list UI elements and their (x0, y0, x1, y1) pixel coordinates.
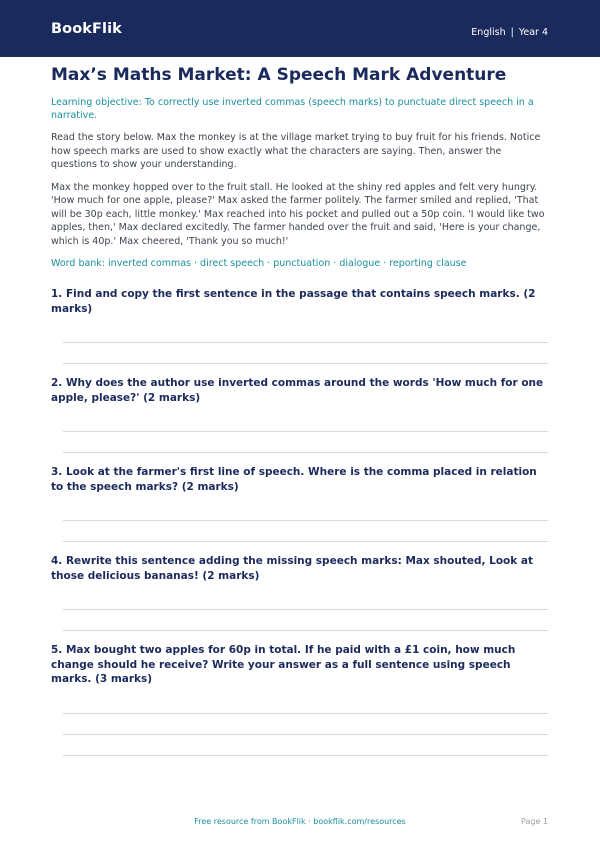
question-4: 4. Rewrite this sentence adding the missing speech marks: Max shouted, Look at those delicious bananas! (2 marks) (51, 555, 534, 582)
answer-line[interactable] (63, 342, 548, 343)
footer-link[interactable]: Free resource from BookFlik · bookflik.com/resources (194, 817, 406, 826)
question-2: 2. Why does the author use inverted commas around the words 'How much for one apple, please?' (2 marks) (51, 377, 544, 404)
intro-paragraph: Read the story below. Max the monkey is at the village market trying to buy fruit for his friends. Notice how speech marks are used to show exactly what the characters are saying. Then, answer the questions to show your understanding. (51, 132, 541, 170)
answer-line[interactable] (63, 541, 548, 542)
answer-line[interactable] (63, 363, 548, 364)
worksheet-content (51, 63, 548, 756)
answer-line[interactable] (63, 630, 548, 631)
story-passage: Max the monkey hopped over to the fruit stall. He looked at the shiny red apples and felt very hungry. 'How much for one apple, please?' Max asked the farmer politely. The farmer smiled and replied, 'That will be 30p each, little monkey.' Max reached into his pocket and pulled out a 50p coin. 'I would like two apples, then,' Max declared excitedly. The farmer handed over the fruit and said, 'Here is your change, which is 40p.' Max cheered, 'Thank you so much!' (51, 181, 545, 247)
answer-line[interactable] (63, 713, 548, 714)
subject-label: English (471, 27, 506, 38)
meta-separator: | (510, 27, 514, 38)
answer-line[interactable] (63, 734, 548, 735)
question-1: 1. Find and copy the first sentence in the passage that contains speech marks. (2 marks) (51, 288, 536, 315)
subject-year (471, 27, 548, 38)
answer-line[interactable] (63, 431, 548, 432)
header-bar (0, 0, 600, 57)
learning-objective: Learning objective: To correctly use inverted commas (speech marks) to punctuate direct speech in a narrative. (51, 97, 534, 121)
page-title: Max’s Maths Market: A Speech Mark Adventure (51, 65, 507, 85)
word-bank: Word bank: inverted commas · direct speech · punctuation · dialogue · reporting clause (51, 258, 467, 269)
year-label: Year 4 (518, 27, 548, 38)
answer-line[interactable] (63, 609, 548, 610)
answer-line[interactable] (63, 452, 548, 453)
answer-line[interactable] (63, 520, 548, 521)
brand-logo[interactable]: BookFlik (51, 21, 122, 37)
question-5: 5. Max bought two apples for 60p in total. If he paid with a £1 coin, how much change should he receive? Write your answer as a full sentence using speech marks. (3 marks) (51, 644, 516, 685)
answer-line[interactable] (63, 755, 548, 756)
question-3: 3. Look at the farmer's first line of speech. Where is the comma placed in relation to the speech marks? (2 marks) (51, 466, 537, 493)
page-number: Page 1 (521, 817, 548, 826)
